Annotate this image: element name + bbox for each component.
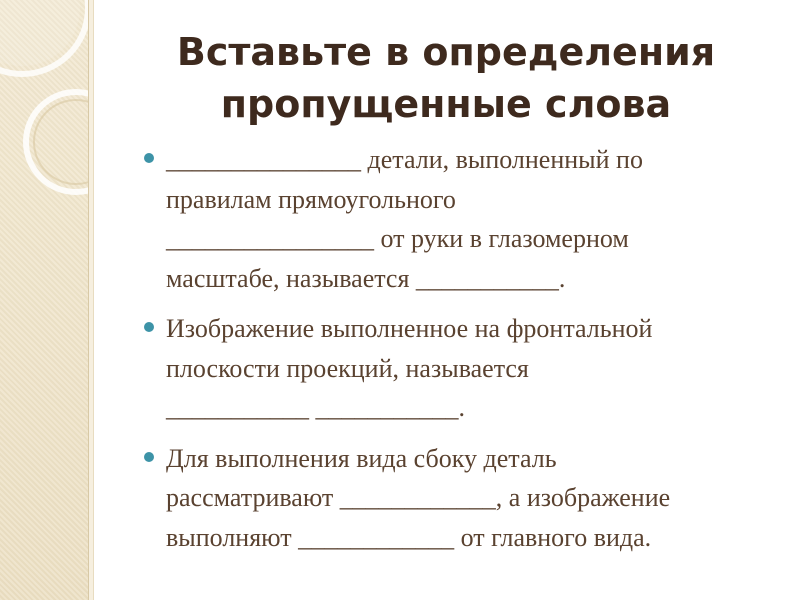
bullet-2-line-2: плоскости проекций, называется [166, 353, 529, 383]
decorative-circle-middle [26, 92, 88, 192]
bullet-2-line-1: Изображение выполненное на фронтальной [166, 314, 653, 343]
slide-title-line-2: пропущенные слова [220, 82, 672, 126]
bullet-item-1 [140, 140, 780, 298]
bullet-item-3 [140, 439, 780, 558]
bullet-2-line-3: ___________ ___________. [166, 393, 465, 422]
bullet-1-line-4: масштабе, называется ___________. [166, 263, 566, 293]
bullet-3-line-2: рассматривают ____________, а изображение [166, 483, 671, 512]
slide-title-line-1: Вставьте в определения [176, 30, 716, 74]
bullet-1-line-1: _______________ детали, выполненный по [166, 145, 643, 174]
bullet-list [140, 140, 780, 568]
bullet-dot-icon [144, 452, 154, 462]
side-panel-border [88, 0, 94, 600]
slide-title [96, 26, 796, 130]
bullet-item-2 [140, 309, 780, 428]
bullet-1-line-3: ________________ от руки в глазомерном [166, 224, 629, 253]
decorative-circle-inner [34, 100, 88, 184]
bullet-dot-icon [144, 153, 154, 163]
bullet-dot-icon [144, 322, 154, 332]
bullet-3-line-1: Для выполнения вида сбоку деталь [166, 443, 557, 473]
decorative-side-panel [0, 0, 88, 600]
bullet-1-line-2: правилам прямоугольного [166, 184, 456, 214]
decorative-circles [0, 0, 88, 600]
bullet-3-line-3: выполняют ____________ от главного вида. [166, 522, 652, 552]
